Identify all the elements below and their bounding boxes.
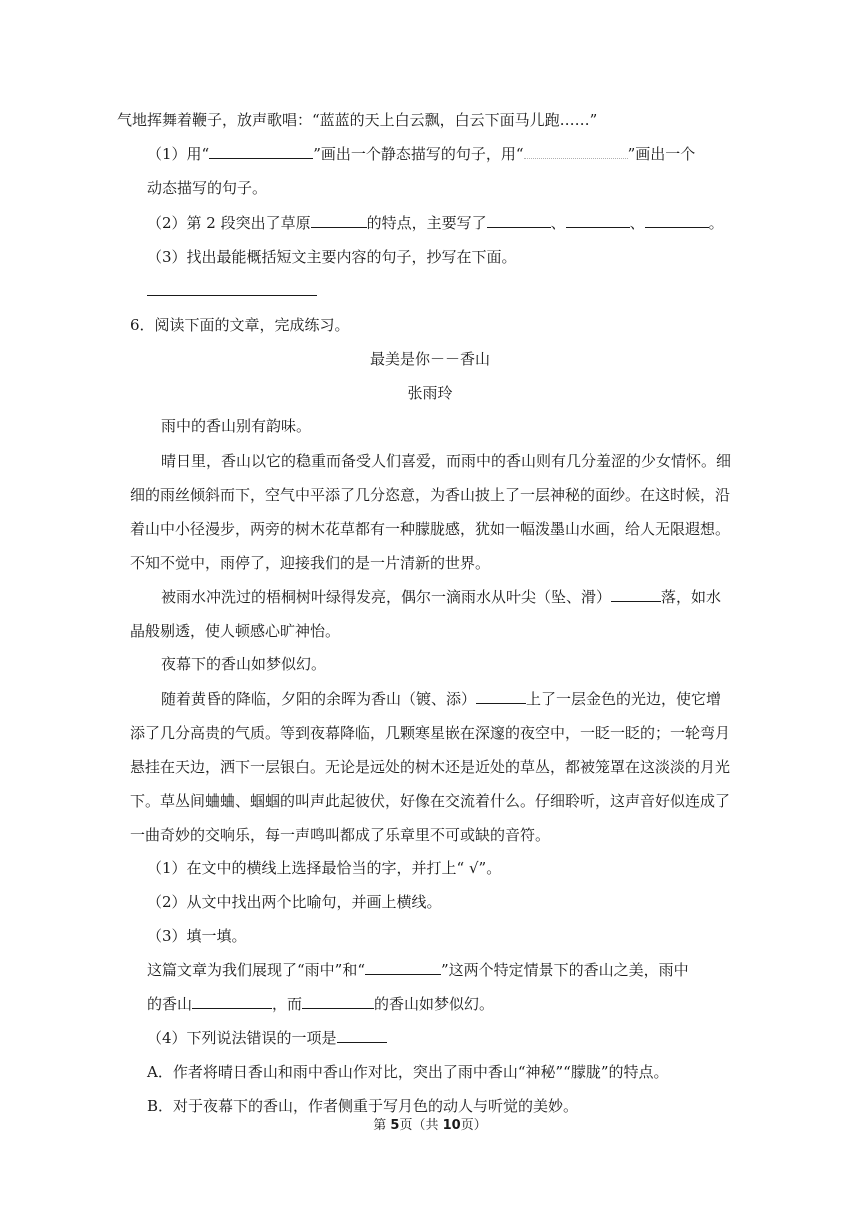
exercise-line: （1）在文中的横线上选择最恰当的字，并打上“ √”。 xyxy=(147,859,502,877)
text: 的香山 xyxy=(147,995,193,1013)
text: （4）下列说法错误的一项是 xyxy=(147,1029,337,1047)
paragraph-line: 着山中小径漫步，两旁的树木花草都有一种朦胧感，犹如一幅泼墨山水画，给人无限遐想。 xyxy=(130,520,731,538)
footer-text: 页） xyxy=(460,1118,487,1133)
text: ”画出一个静态描写的句子，用“ xyxy=(313,145,524,163)
answer-blank xyxy=(645,213,709,228)
paragraph-line: 细的雨丝倾斜而下，空气中平添了几分恣意，为香山披上了一层神秘的面纱。在这时候，沿 xyxy=(130,486,731,504)
text: 。 xyxy=(708,214,724,232)
paragraph-line: 晶般剔透，使人顿感心旷神怡。 xyxy=(130,622,341,640)
exercise-line xyxy=(147,1028,387,1048)
text: ，而 xyxy=(272,995,303,1013)
text: 落，如水 xyxy=(661,588,722,606)
answer-blank xyxy=(365,960,441,975)
text: 被雨水冲洗过的梧桐树叶绿得发亮，偶尔一滴雨水从叶尖（坠、滑） xyxy=(161,588,612,606)
text: 随着黄昏的降临，夕阳的余晖为香山（镀、添） xyxy=(161,690,477,708)
answer-line xyxy=(147,295,317,296)
text: 的特点，主要写了 xyxy=(366,214,487,232)
answer-blank xyxy=(302,994,374,1009)
text-line: （3）找出最能概括短文主要内容的句子，抄写在下面。 xyxy=(147,248,517,266)
total-pages: 10 xyxy=(442,1118,461,1133)
exercise-line xyxy=(147,960,689,980)
section-6-heading: 6．阅读下面的文章，完成练习。 xyxy=(130,316,350,334)
text: ”这两个特定情景下的香山之美，雨中 xyxy=(441,961,689,979)
text: 、 xyxy=(550,214,566,232)
text: （2）第 2 段突出了草原 xyxy=(147,214,311,232)
wavy-line-sample xyxy=(524,144,628,159)
footer-text: 第 xyxy=(373,1118,391,1133)
paragraph-line: 添了几分高贵的气质。等到夜幕降临，几颗寒星嵌在深邃的夜空中，一眨一眨的；一轮弯月 xyxy=(130,724,731,742)
question-2-line xyxy=(147,213,724,233)
answer-blank xyxy=(611,587,661,602)
question-1-line xyxy=(147,144,695,164)
text: 的香山如梦似幻。 xyxy=(374,995,495,1013)
text: 、 xyxy=(629,214,645,232)
text: 上了一层金色的光边，使它增 xyxy=(526,690,722,708)
paragraph-line: 雨中的香山别有韵味。 xyxy=(161,417,312,435)
answer-blank xyxy=(337,1028,387,1043)
answer-blank xyxy=(476,689,526,704)
exercise-line xyxy=(147,994,494,1014)
article-title: 最美是你－－香山 xyxy=(369,350,490,368)
paragraph-line: 下。草丛间蛐蛐、蝈蝈的叫声此起彼伏，好像在交流着什么。仔细聆听，这声音好似连成了 xyxy=(130,792,731,810)
paragraph-line: 一曲奇妙的交响乐，每一声鸣叫都成了乐章里不可或缺的音符。 xyxy=(130,826,551,844)
article-author: 张雨玲 xyxy=(407,384,453,402)
underline-blank-sample xyxy=(209,144,313,159)
page-footer xyxy=(0,1116,860,1136)
paragraph-line xyxy=(161,689,721,709)
answer-blank xyxy=(487,213,551,228)
text: 这篇文章为我们展现了“雨中”和“ xyxy=(147,961,366,979)
text-line: 动态描写的句子。 xyxy=(147,179,268,197)
paragraph-line: 不知不觉中，雨停了，迎接我们的是一片清新的世界。 xyxy=(130,554,491,572)
option-b: B．对于夜幕下的香山，作者侧重于写月色的动人与听觉的美妙。 xyxy=(147,1097,579,1115)
footer-text: 页（共 xyxy=(399,1118,443,1133)
page-number: 5 xyxy=(390,1118,400,1133)
exercise-line: （2）从文中找出两个比喻句，并画上横线。 xyxy=(147,893,442,911)
option-a: A．作者将晴日香山和雨中香山作对比，突出了雨中香山“神秘”“朦胧”的特点。 xyxy=(147,1063,669,1081)
paragraph-line xyxy=(161,587,721,607)
answer-blank xyxy=(566,213,630,228)
answer-blank xyxy=(192,994,272,1009)
paragraph-line: 晴日里，香山以它的稳重而备受人们喜爱，而雨中的香山则有几分羞涩的少女情怀。细 xyxy=(161,452,732,470)
exercise-line: （3）填一填。 xyxy=(147,927,247,945)
paragraph-line: 悬挂在天边，洒下一层银白。无论是远处的树木还是近处的草丛，都被笼罩在这淡淡的月光 xyxy=(130,758,731,776)
answer-blank xyxy=(311,213,367,228)
text-line: 气地挥舞着鞭子，放声歌唱：“蓝蓝的天上白云飘，白云下面马儿跑……” xyxy=(117,111,598,129)
text: （1）用“ xyxy=(147,145,210,163)
text: ”画出一个 xyxy=(627,145,696,163)
paragraph-line: 夜幕下的香山如梦似幻。 xyxy=(161,655,327,673)
